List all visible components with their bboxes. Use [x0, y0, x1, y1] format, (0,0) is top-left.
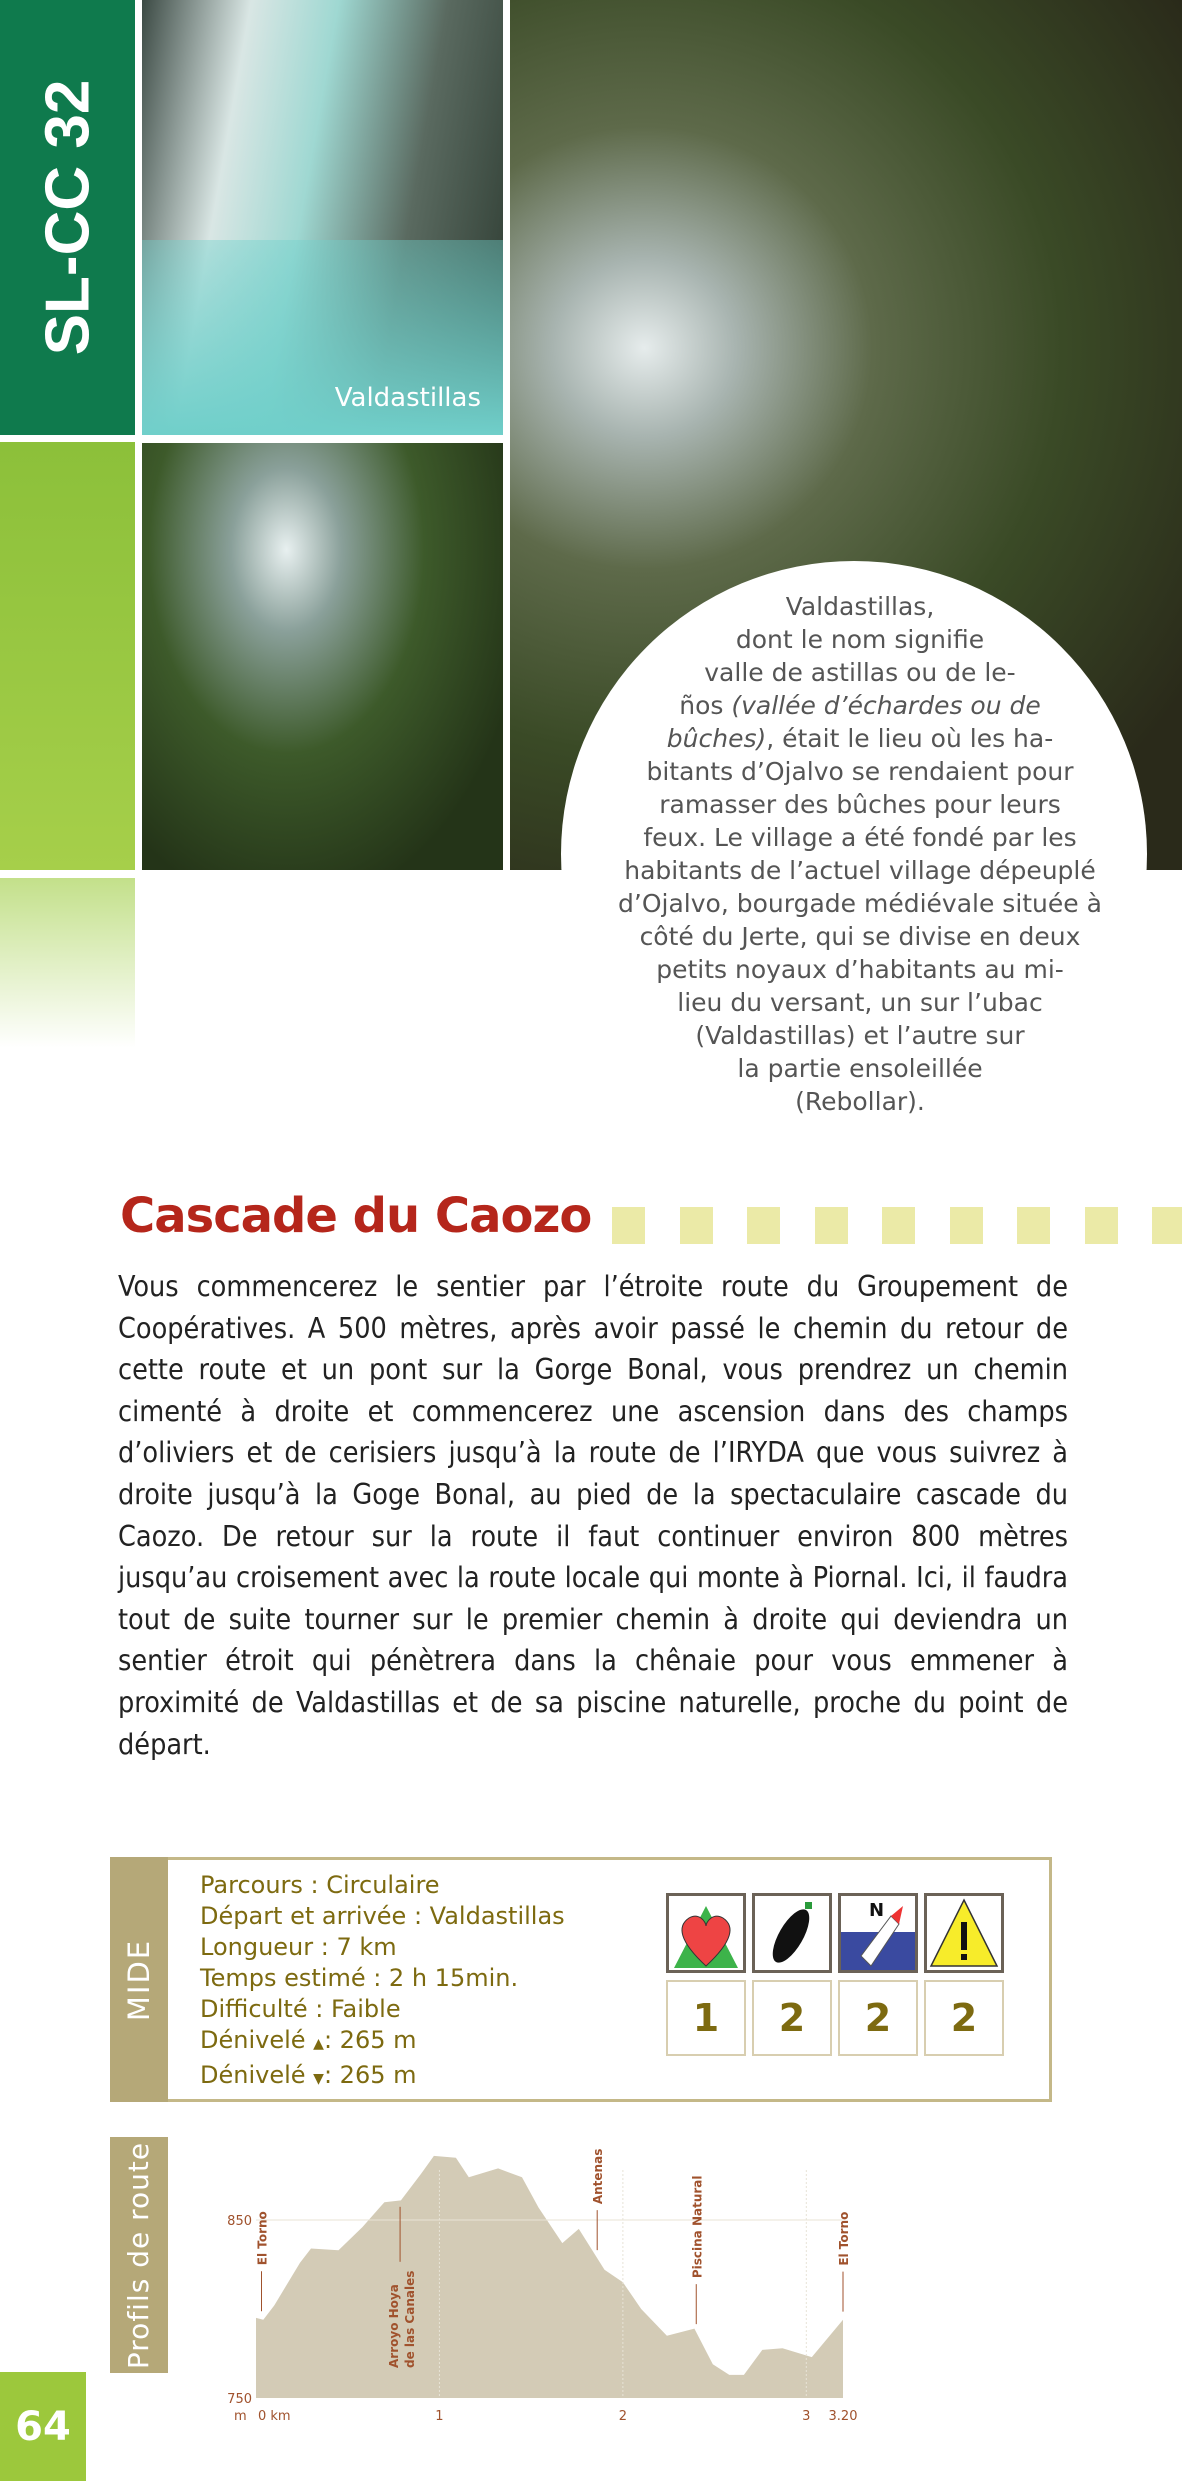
rating-orientation: 2 — [838, 1980, 918, 2056]
info-line: côté du Jerte, qui se divise en deux — [639, 922, 1081, 951]
annotation-label: El Torno — [837, 2211, 851, 2266]
decor-square — [1085, 1207, 1118, 1244]
footprint-icon — [752, 1893, 832, 1973]
route-code — [0, 0, 135, 435]
y-unit-label: m — [234, 2409, 247, 2420]
ascent: Dénivelé ▲: 265 m — [200, 2026, 417, 2054]
mide-details — [200, 1870, 565, 2095]
info-line: valle de astillas ou de le- — [704, 658, 1016, 687]
decor-square — [815, 1207, 848, 1244]
start-end: Départ et arrivée : Valdastillas — [200, 1902, 565, 1930]
x-tick-label: 0 km — [258, 2409, 291, 2420]
annotation-label: Antenas — [591, 2148, 606, 2205]
duration: Temps estimé : 2 h 15min. — [200, 1964, 519, 1992]
mide-label-bar — [110, 1857, 168, 2102]
y-tick-label: 750 — [227, 2392, 252, 2407]
elevation-profile-chart — [200, 2140, 860, 2420]
down-triangle-icon: ▼ — [313, 2071, 324, 2087]
info-line: bitants d’Ojalvo se rendaient pour — [646, 757, 1074, 786]
decor-square — [747, 1207, 780, 1244]
village-info — [560, 590, 1160, 1118]
info-line: la partie ensoleillée — [737, 1054, 983, 1083]
rating-path: 2 — [752, 1980, 832, 2056]
info-line: ños — [679, 691, 732, 720]
page-number: 64 — [0, 2372, 86, 2481]
descent: Dénivelé ▼: 265 m — [200, 2061, 417, 2089]
elevation-area — [256, 2156, 843, 2398]
route-code-text: SL-CC 32 — [33, 79, 103, 356]
annotation-label: Piscina Natural — [690, 2175, 705, 2279]
info-line: ramasser des bûches pour leurs — [659, 790, 1061, 819]
mide-label: MIDE — [122, 1938, 157, 2021]
route-type: Parcours : Circulaire — [200, 1871, 440, 1899]
decor-square — [1017, 1207, 1050, 1244]
annotation-label: El Torno — [255, 2211, 270, 2266]
route-description: Vous commencerez le sentier par l’étroite route du Groupement de Coopératives. A 500 mètres, après avoir passé le chemin du retour de cette route et un pont sur la Gorge Bonal, vous prendrez un chemin cimenté à droite et commencerez une ascension dans des champs d’oliviers et de cerisiers jusqu’à la route de l’IRYDA que vous suivrez à droite jusqu’à la Goge Bonal, au pied de la spectaculaire cascade du Caozo. De retour sur la route il faut continuer environ 800 mètres jusqu’au croisement avec la route locale qui monte à Piornal. Ici, il faudra tout de suite tourner sur le premier chemin à droite qui deviendra un sentier étroit qui pénètrera dans la chênaie pour vous emmener à proximité de Valdastillas et de sa piscine naturelle, proche du point de départ. — [118, 1270, 1068, 1761]
info-italic: bûches) — [666, 724, 767, 753]
x-tick-label: 3 — [802, 2409, 811, 2420]
rating-environment: 1 — [666, 1980, 746, 2056]
info-line: d’Ojalvo, bourgade médiévale située à — [618, 889, 1102, 918]
green-fade-band — [0, 878, 135, 1048]
decor-square — [680, 1207, 713, 1244]
forest-photo — [142, 443, 503, 870]
x-tick-label: 2 — [618, 2409, 628, 2420]
compass-icon — [838, 1893, 918, 1973]
info-line: (Valdastillas) et l’autre sur — [695, 1021, 1025, 1050]
decor-square — [882, 1207, 915, 1244]
page-title: Cascade du Caozo — [120, 1188, 592, 1244]
x-tick-label: 3.20 — [828, 2409, 858, 2420]
info-italic: (vallée d’échardes ou de — [731, 691, 1041, 720]
y-tick-label: 850 — [227, 2214, 252, 2229]
annotation-label: Arroyo Hoya de las Canales — [387, 2270, 418, 2368]
photo-caption: Valdastillas — [334, 383, 481, 413]
decor-square — [950, 1207, 983, 1244]
info-line: (Rebollar). — [795, 1087, 925, 1116]
info-line: dont le nom signifie — [735, 625, 985, 654]
x-tick-label: 1 — [435, 2409, 444, 2420]
up-triangle-icon: ▲ — [313, 2036, 324, 2052]
info-line: Valdastillas, — [785, 592, 935, 621]
svg-text:N: N — [869, 1900, 885, 1921]
info-line: petits noyaux d’habitants au mi- — [656, 955, 1064, 984]
rating-effort: 2 — [924, 1980, 1004, 2056]
difficulty: Difficulté : Faible — [200, 1995, 401, 2023]
info-line: feux. Le village a été fondé par les — [643, 823, 1077, 852]
length: Longueur : 7 km — [200, 1933, 397, 1961]
waterfall-pool — [142, 240, 503, 435]
warning-icon — [924, 1893, 1004, 1973]
green-band — [0, 442, 135, 870]
info-line: habitants de l’actuel village dépeuplé — [624, 856, 1096, 885]
profile-label: Profils de route — [122, 2141, 156, 2369]
profile-label-bar — [110, 2137, 168, 2373]
info-line: , était le lieu où les ha- — [766, 724, 1054, 753]
decor-square — [1152, 1207, 1182, 1244]
heart-mountain-icon — [666, 1893, 746, 1973]
info-line: lieu du versant, un sur l’ubac — [677, 988, 1043, 1017]
decor-square — [612, 1207, 645, 1244]
